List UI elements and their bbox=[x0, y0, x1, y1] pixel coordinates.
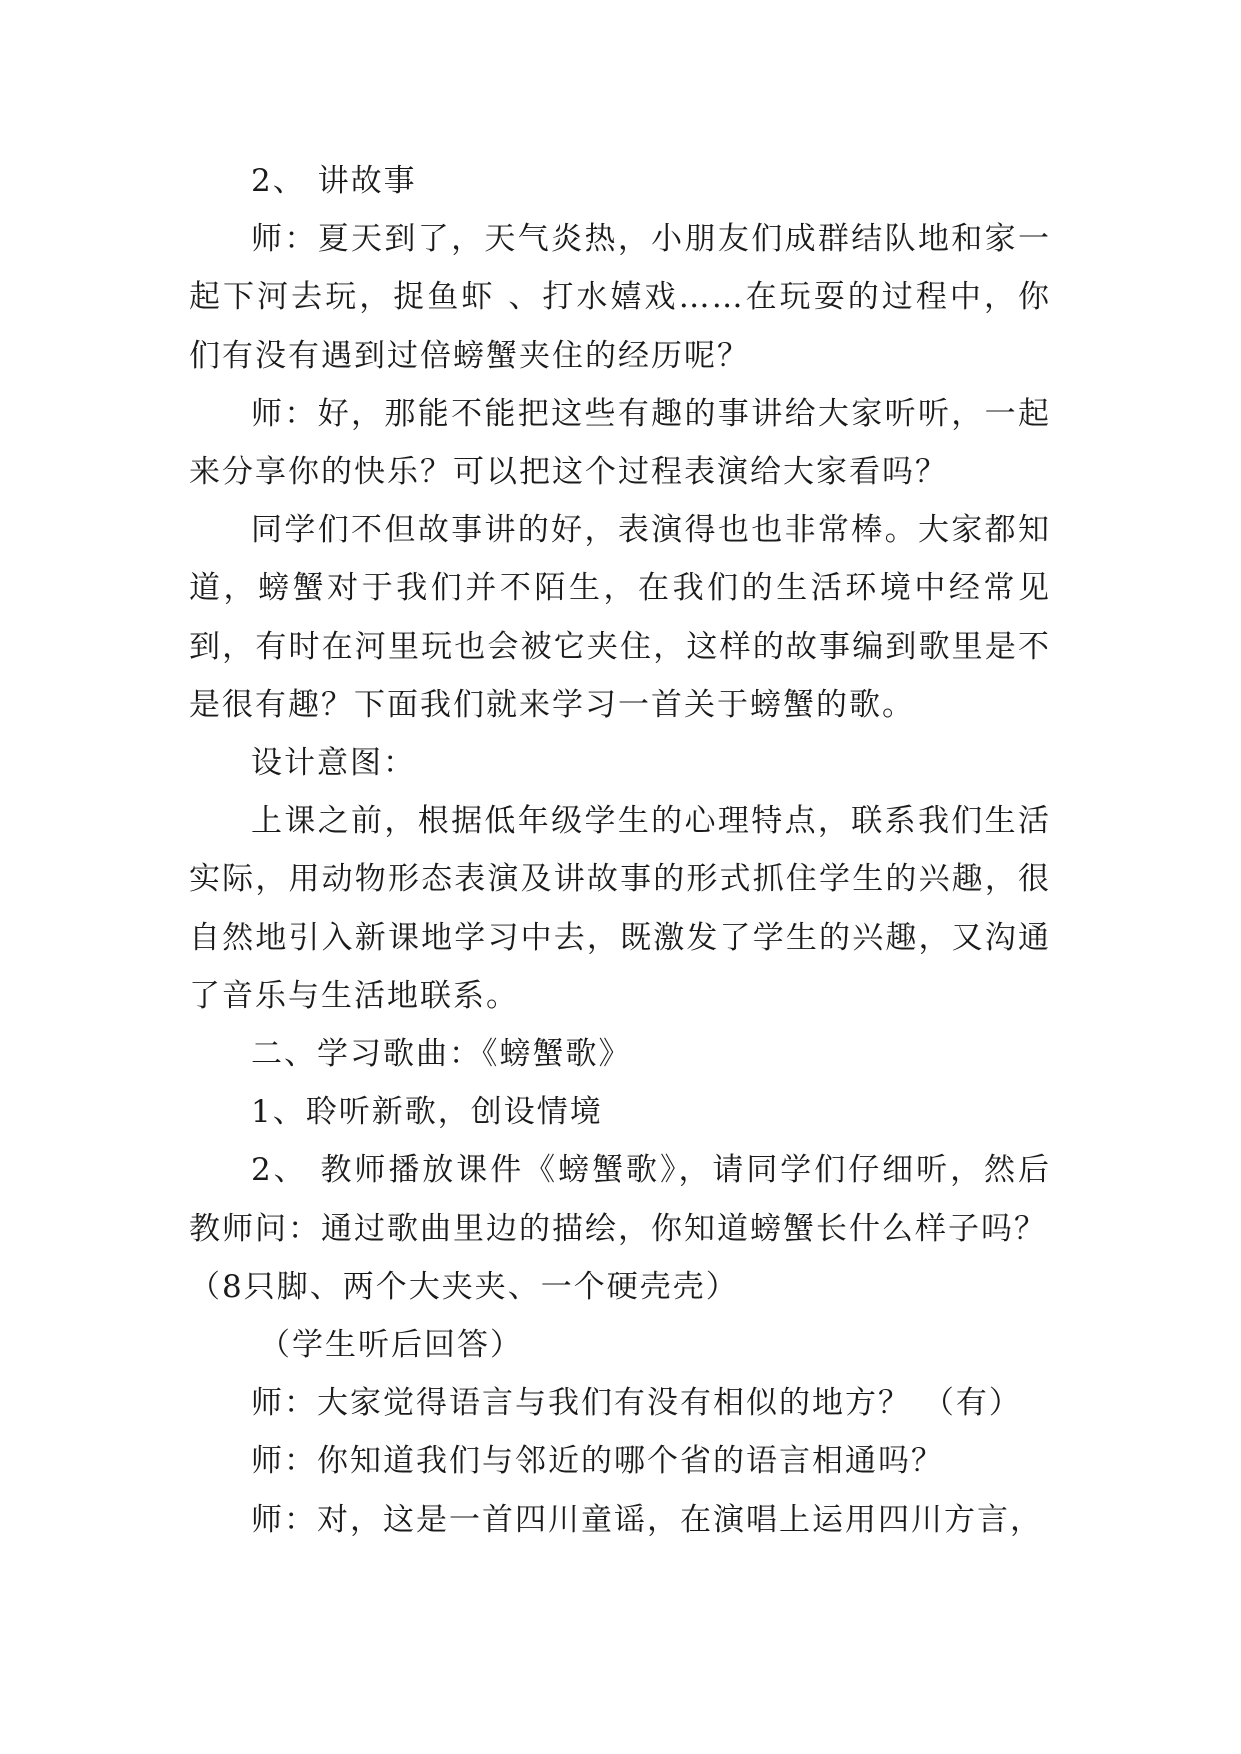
paragraph-6: 上课之前，根据低年级学生的心理特点，联系我们生活实际，用动物形态表演及讲故事的形式抓住学生的兴趣，很自然地引入新课地学习中去，既激发了学生的兴趣，又沟通了音乐与生活地联系。 bbox=[189, 803, 1051, 1014]
paragraph-4: 同学们不但故事讲的好，表演得也也非常棒。大家都知道，螃蟹对于我们并不陌生，在我们的生活环境中经常见到，有时在河里玩也会被它夹住，这样的故事编到歌里是不是很有趣？下面我们就来学习一首关于螃蟹的歌。 bbox=[189, 512, 1051, 723]
paragraph-11: （学生听后回答） bbox=[259, 1327, 523, 1364]
paragraph-1: 2、 讲故事 bbox=[251, 163, 417, 199]
paragraph-10: （8只脚、两个大夹夹、一个硬壳壳） bbox=[189, 1268, 739, 1305]
paragraph-5: 设计意图： bbox=[251, 745, 416, 782]
paragraph-8: 1、聆听新歌，创设情境 bbox=[251, 1094, 603, 1131]
paragraph-9: 2、 教师播放课件《螃蟹歌》，请同学们仔细听，然后教师问：通过歌曲里边的描绘，你知道螃蟹长什么样子吗？ bbox=[189, 1152, 1051, 1247]
paragraph-13: 师：你知道我们与邻近的哪个省的语言相通吗？ bbox=[251, 1443, 944, 1480]
paragraph-3: 师：好，那能不能把这些有趣的事讲给大家听听，一起来分享你的快乐？可以把这个过程表演给大家看吗？ bbox=[189, 395, 1051, 491]
paragraph-12: 师：大家觉得语言与我们有没有相似的地方？ （有） bbox=[251, 1385, 1022, 1422]
paragraph-14: 师：对，这是一首四川童谣，在演唱上运用四川方言， bbox=[251, 1501, 1043, 1538]
paragraph-2: 师：夏天到了，天气炎热，小朋友们成群结队地和家一起下河去玩，捉鱼虾 、打水嬉戏……在玩耍的过程中，你们有没有遇到过倍螃蟹夹住的经历呢？ bbox=[189, 221, 1051, 374]
document-body bbox=[189, 152, 1051, 1549]
paragraph-7: 二、学习歌曲：《螃蟹歌》 bbox=[251, 1036, 632, 1073]
